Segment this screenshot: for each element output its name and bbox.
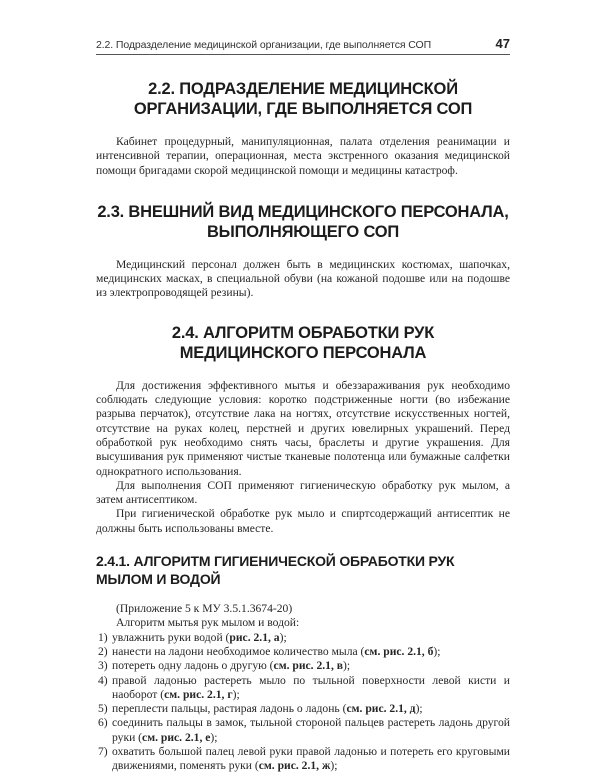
paragraph: Кабинет процедурный, манипуляционная, палата отделения реанимации и интенсивной терапии, операционная, места экстренного оказания медицинской помощи бригадами скорой медицинской помощи и медицины катастроф. — [96, 135, 510, 177]
step-number: 2) — [98, 644, 108, 658]
figure-ref: см. рис. 2.1, ж — [258, 759, 331, 773]
heading-line: 2.4. АЛГОРИТМ ОБРАБОТКИ РУК — [171, 323, 435, 342]
steps-list — [96, 631, 510, 774]
step-number: 4) — [98, 673, 108, 687]
step-text: переплести пальцы, растирая ладонь о ладонь (см. рис. 2.1, д); — [112, 702, 423, 716]
paragraph: Для достижения эффективного мытья и обеззараживания рук необходимо соблюдать следующие условия: коротко подстриженные ногти (во избежание разрыва перчаток), отсутствие лака на ногтях, отсутствие искусственных ногтей, отсутствие на руках колец, перстней и других ювелирных украшений. Перед обработкой рук необходимо снять часы, браслеты и другие украшения. Для высушивания рук применяют чистые тканевые полотенца или бумажные салфетки однократного использования. — [96, 378, 510, 478]
heading-line: ОРГАНИЗАЦИИ, ГДЕ ВЫПОЛНЯЕТСЯ СОП — [133, 100, 473, 118]
section-2-3 — [96, 202, 510, 301]
list-item — [96, 702, 510, 716]
step-number: 6) — [98, 716, 108, 730]
heading-line: МЕДИЦИНСКОГО ПЕРСОНАЛА — [179, 343, 427, 362]
step-text: нанести на ладони необходимое количество мыла (см. рис. 2.1, б); — [112, 644, 441, 658]
heading-line: МЫЛОМ И ВОДОЙ — [96, 571, 221, 588]
heading-line: 2.2. ПОДРАЗДЕЛЕНИЕ МЕДИЦИНСКОЙ — [148, 80, 458, 98]
list-item — [96, 745, 510, 774]
list-item — [96, 631, 510, 645]
step-number: 5) — [98, 702, 108, 716]
paragraph: Для выполнения СОП применяют гигиеническую обработку рук мылом, а затем антисептиком. — [96, 478, 510, 507]
algorithm-intro: Алгоритм мытья рук мылом и водой: — [116, 616, 300, 630]
step-number: 1) — [98, 630, 108, 644]
step-number: 7) — [98, 745, 108, 759]
step-text: охватить большой палец левой руки правой ладонью и потереть его круговыми движениями, поменять руки (см. рис. 2.1, ж); — [112, 745, 510, 773]
subsection-heading — [96, 552, 510, 588]
list-item — [96, 716, 510, 745]
figure-ref: см. рис. 2.1, г — [164, 687, 233, 701]
list-item — [96, 659, 510, 673]
running-header — [96, 36, 510, 55]
appendix-note: (Приложение 5 к МУ 3.5.1.3674-20) — [116, 602, 293, 616]
subsection-2-4-1 — [96, 552, 510, 774]
paragraph: Медицинский персонал должен быть в медицинских костюмах, шапочках, медицинских масках, в специальной обуви (на кожаной подошве или на подошве из электропроводящей резины). — [96, 257, 510, 300]
step-text: соединить пальцы в замок, тыльной стороной пальцев растереть ладонь другой руки (см. рис. 2.1, е); — [112, 716, 510, 744]
figure-ref: см. рис. 2.1, в — [273, 659, 344, 673]
section-heading — [96, 323, 510, 363]
section-heading — [96, 79, 510, 119]
section-2-4 — [96, 323, 510, 536]
list-item — [96, 645, 510, 659]
heading-line: 2.3. ВНЕШНИЙ ВИД МЕДИЦИНСКОГО ПЕРСОНАЛА, — [97, 202, 509, 221]
running-title: 2.2. Подразделение медицинской организации, где выполняется СОП — [96, 39, 432, 51]
figure-ref: рис. 2.1, а — [229, 630, 280, 644]
heading-line: ВЫПОЛНЯЮЩЕГО СОП — [206, 222, 400, 241]
section-2-2 — [96, 79, 510, 178]
step-number: 3) — [98, 659, 108, 673]
page-number: 47 — [495, 36, 510, 51]
step-text: увлажнить руки водой (рис. 2.1, а); — [112, 630, 287, 644]
step-text: потереть одну ладонь о другую (см. рис. 2.1, в); — [112, 659, 351, 673]
list-item — [96, 674, 510, 703]
section-heading — [96, 202, 510, 242]
heading-line: 2.4.1. АЛГОРИТМ ГИГИЕНИЧЕСКОЙ ОБРАБОТКИ РУК — [96, 553, 455, 570]
step-text: правой ладонью растереть мыло по тыльной поверхности левой кисти и наоборот (см. рис. 2.1, г); — [112, 673, 510, 701]
figure-ref: см. рис. 2.1, е — [142, 730, 211, 744]
figure-ref: см. рис. 2.1, д — [346, 702, 416, 716]
paragraph: При гигиенической обработке рук мыло и спиртсодержащий антисептик не должны быть использованы вместе. — [96, 507, 510, 535]
figure-ref: см. рис. 2.1, б — [364, 644, 434, 658]
